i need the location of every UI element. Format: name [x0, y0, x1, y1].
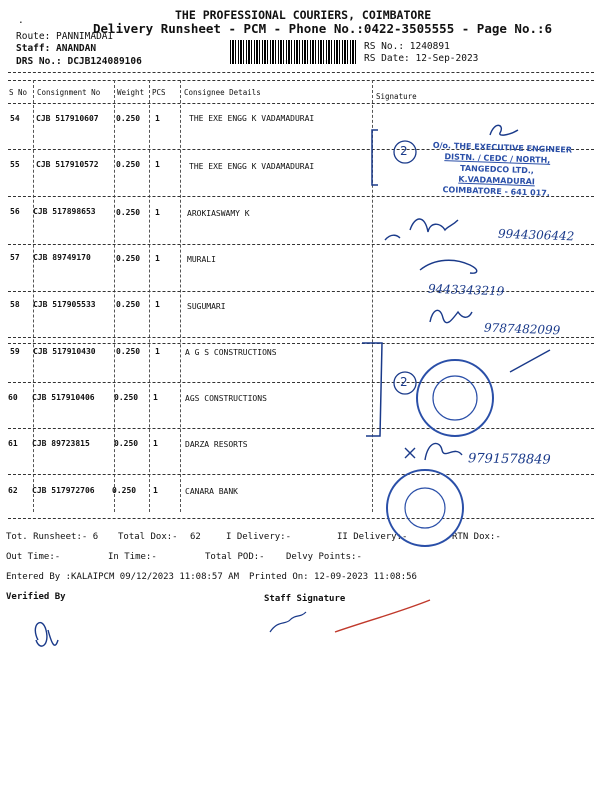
stamp-line: TANGEDCO LTD., — [459, 163, 535, 176]
row-sno: 62 — [8, 486, 18, 495]
red-pen-stroke — [335, 600, 430, 632]
rs-number: RS No.: 1240891 — [364, 41, 450, 52]
ii-delivery: II Delivery:- — [337, 532, 408, 542]
row-weight: 0.250 — [116, 254, 141, 263]
row-pcs: 1 — [153, 439, 158, 448]
handwritten-phone: 9791578849 — [467, 451, 551, 468]
row-consignment: CJB 517898653 — [33, 207, 96, 216]
row-pcs: 1 — [153, 486, 158, 495]
row-consignment: CJB 89723815 — [32, 439, 90, 448]
total-pod: Total POD:- — [205, 552, 265, 562]
printed-on: Printed On: 12-09-2023 11:08:56 — [249, 572, 417, 582]
row-consignee: SUGUMARI — [187, 302, 226, 311]
col-header-pcs: PCS — [152, 88, 166, 97]
company-title: THE PROFESSIONAL COURIERS, COIMBATORE — [175, 8, 432, 22]
col-header-signature: Signature — [376, 92, 417, 101]
handwritten-phone: 9787482099 — [483, 320, 561, 338]
rs-date: RS Date: 12-Sep-2023 — [364, 53, 479, 64]
row-sno: 58 — [10, 300, 20, 309]
row-weight: 0.250 — [112, 486, 137, 495]
header-dot: . — [18, 15, 24, 26]
signature-stroke — [430, 310, 472, 322]
staff-signature — [270, 612, 306, 632]
col-header-sno: S No — [9, 88, 28, 97]
signature-stroke — [490, 125, 518, 135]
handwritten-phone: 9944306442 — [497, 226, 575, 244]
signature-stroke — [510, 350, 550, 372]
i-delivery: I Delivery:- — [226, 532, 292, 542]
tot-runsheet: Tot. Runsheet:- 6 — [6, 532, 99, 542]
rtn-dox: RTN Dox:- — [452, 532, 501, 542]
out-time: Out Time:- — [6, 552, 61, 562]
row-consignment: CJB 517910572 — [36, 160, 99, 169]
round-stamp — [417, 360, 493, 436]
total-dox-value: 62 — [190, 532, 201, 542]
row-pcs: 1 — [155, 160, 160, 169]
row-pcs: 1 — [155, 300, 160, 309]
row-consignment: CJB 89749170 — [33, 253, 91, 262]
row-pcs: 1 — [155, 114, 160, 123]
row-consignee: AGS CONSTRUCTIONS — [185, 394, 267, 403]
office-stamp — [431, 140, 573, 200]
bank-stamp-inner — [405, 488, 445, 528]
total-dox-label: Total Dox:- — [118, 532, 178, 542]
staff-label: Staff: ANANDAN — [16, 43, 97, 54]
stamp-line: COIMBATORE - 641 017. — [442, 185, 550, 198]
row-sno: 57 — [10, 253, 20, 262]
row-pcs: 1 — [155, 347, 160, 356]
row-weight: 0.250 — [116, 114, 141, 123]
stamp-line: O/o. THE EXECUTIVE ENGINEER — [432, 140, 573, 155]
row-weight: 0.250 — [114, 439, 139, 448]
bank-stamp — [387, 470, 463, 546]
row-pcs: 1 — [153, 393, 158, 402]
row-sno: 60 — [8, 393, 18, 402]
row-weight: 0.250 — [116, 160, 141, 169]
row-sno: 56 — [10, 207, 20, 216]
row-pcs: 1 — [155, 208, 160, 217]
row-weight: 0.250 — [116, 300, 141, 309]
col-header-consignment: Consignment No — [37, 88, 101, 97]
row-consignment: CJB 517910430 — [33, 347, 96, 356]
signature-stroke — [405, 443, 462, 460]
row-weight: 0.250 — [114, 393, 139, 402]
row-consignment: CJB 517910607 — [36, 114, 99, 123]
col-header-consignee: Consignee Details — [184, 88, 261, 97]
row-consignee: AROKIASWAMY K — [187, 209, 250, 218]
round-stamp-inner — [433, 376, 477, 420]
stamp-line: DISTN. / CEDC / NORTH, — [444, 152, 551, 165]
bracket-mark — [372, 130, 378, 185]
signature-stroke — [420, 260, 477, 273]
row-weight: 0.250 — [116, 347, 141, 356]
verified-by: Verified By — [6, 592, 66, 602]
runsheet-subtitle: Delivery Runsheet - PCM - Phone No.:0422-3505555 - Page No.:6 — [93, 21, 553, 36]
route-label: Route: PANNIMADAI — [16, 31, 114, 42]
stamp-line: K.VADAMADURAI — [458, 174, 536, 187]
staff-signature-label: Staff Signature — [264, 594, 346, 604]
row-consignee: THE EXE ENGG K VADAMADURAI — [189, 114, 315, 123]
row-consignment: CJB 517972706 — [32, 486, 95, 495]
row-consignee: DARZA RESORTS — [185, 440, 248, 449]
row-sno: 59 — [10, 347, 20, 356]
row-sno: 61 — [8, 439, 18, 448]
bracket-number: 2 — [400, 375, 408, 389]
delvy-points: Delvy Points:- — [286, 552, 362, 562]
handwritten-phone: 9443343219 — [427, 281, 505, 299]
verified-signature — [35, 623, 58, 647]
signature-stroke — [385, 219, 458, 240]
row-consignee: CANARA BANK — [185, 487, 238, 496]
drs-number: DRS No.: DCJB124089106 — [16, 56, 142, 67]
in-time: In Time:- — [108, 552, 157, 562]
bracket-mark — [362, 343, 382, 436]
row-consignment: CJB 517905533 — [33, 300, 96, 309]
row-consignee: THE EXE ENGG K VADAMADURAI — [189, 162, 315, 171]
row-sno: 54 — [10, 114, 20, 123]
row-consignment: CJB 517910406 — [32, 393, 95, 402]
row-weight: 0.250 — [116, 208, 141, 217]
row-sno: 55 — [10, 160, 20, 169]
row-pcs: 1 — [155, 254, 160, 263]
row-consignee: A G S CONSTRUCTIONS — [185, 348, 277, 357]
bracket-number: 2 — [400, 144, 408, 158]
col-header-weight: Weight — [117, 88, 145, 97]
entered-by: Entered By :KALAIPCM 09/12/2023 11:08:57 AM — [6, 572, 239, 582]
row-consignee: MURALI — [187, 255, 216, 264]
